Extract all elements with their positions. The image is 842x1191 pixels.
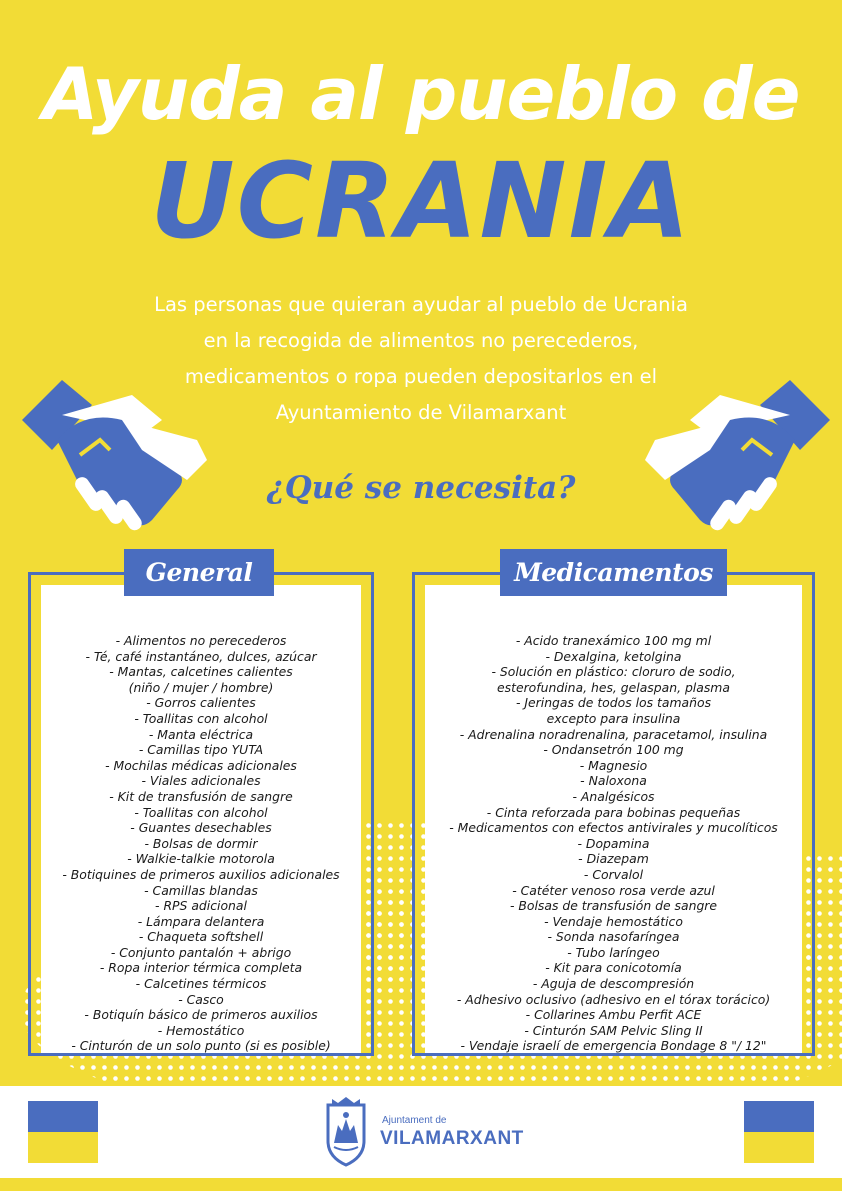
list-item: (niño / mujer / hombre) xyxy=(128,679,274,695)
list-item: - Té, café instantáneo, dulces, azúcar xyxy=(85,648,317,664)
list-item: - Chaqueta softshell xyxy=(138,929,264,945)
list-item: - Viales adicionales xyxy=(141,773,261,789)
flag-yellow-stripe xyxy=(744,1132,814,1163)
list-item: - Botiquines de primeros auxilios adicionales xyxy=(62,866,340,882)
general-header: General xyxy=(124,549,274,596)
list-item: - Calcetines térmicos xyxy=(135,976,267,992)
section-question: ¿Qué se necesita? xyxy=(266,470,576,506)
list-item: - Aguja de descompresión xyxy=(532,976,695,992)
list-item: - Magnesio xyxy=(579,757,648,773)
list-item: - Cinturón de un solo punto (si es posible) xyxy=(71,1038,331,1054)
flag-yellow-stripe xyxy=(28,1132,98,1163)
medicamentos-panel-body xyxy=(425,585,802,1053)
list-item: - Vendaje israelí de emergencia Bondage 8 "/ 12" xyxy=(460,1038,767,1054)
medicamentos-list xyxy=(425,633,802,1054)
list-item: - Collarines Ambu Perfit ACE xyxy=(525,1007,702,1023)
list-item: - Solución en plástico: cloruro de sodio, xyxy=(491,664,736,680)
list-item: - Casco xyxy=(178,991,224,1007)
list-item: - Adhesivo oclusivo (adhesivo en el tórax torácico) xyxy=(456,991,771,1007)
general-list xyxy=(41,633,361,1054)
list-item: - Gorros calientes xyxy=(146,695,256,711)
logo-name: VILAMARXANT xyxy=(380,1128,524,1149)
general-panel-body xyxy=(41,585,361,1053)
list-item: - Catéter venoso rosa verde azul xyxy=(512,882,715,898)
list-item: - Tubo laríngeo xyxy=(567,944,660,960)
list-item: - Toallitas con alcohol xyxy=(134,804,268,820)
handshake-icon xyxy=(22,380,212,540)
list-item: - Alimentos no perecederos xyxy=(115,633,287,648)
list-item: - Analgésicos xyxy=(572,788,655,804)
flag-blue-stripe xyxy=(28,1101,98,1132)
list-item: - Cinta reforzada para bobinas pequeñas xyxy=(486,804,741,820)
list-item: - Kit para conicotomía xyxy=(545,960,682,976)
intro-line: en la recogida de alimentos no perecederos, xyxy=(203,329,639,352)
list-item: esterofundina, hes, gelaspan, plasma xyxy=(497,679,730,695)
list-item: - Corvalol xyxy=(583,866,644,882)
list-item: excepto para insulina xyxy=(546,710,681,726)
flag-blue-stripe xyxy=(744,1101,814,1132)
ukraine-flag-left xyxy=(28,1101,98,1163)
list-item: - Vendaje hemostático xyxy=(544,913,683,929)
medicamentos-header: Medicamentos xyxy=(500,549,727,596)
list-item: - Lámpara delantera xyxy=(137,913,265,929)
list-item: - Guantes desechables xyxy=(130,820,272,836)
list-item: - Diazepam xyxy=(578,851,649,867)
general-panel xyxy=(28,572,374,1056)
list-item: - Jeringas de todos los tamaños xyxy=(515,695,712,711)
list-item: - Sonda nasofaríngea xyxy=(547,929,680,945)
intro-line: Las personas que quieran ayudar al pueblo de Ucrania xyxy=(154,293,688,316)
town-logo xyxy=(320,1095,530,1167)
list-item: - Camillas blandas xyxy=(144,882,258,898)
title-line-2: UCRANIA xyxy=(150,140,692,262)
handshake-icon xyxy=(640,380,830,540)
list-item: - Bolsas de dormir xyxy=(144,835,258,851)
title-line-1: Ayuda al pueblo de xyxy=(42,52,800,136)
list-item: - Toallitas con alcohol xyxy=(134,710,268,726)
town-crest-icon xyxy=(320,1095,372,1167)
list-item: - Botiquín básico de primeros auxilios xyxy=(84,1007,318,1023)
logo-caption: Ajuntament de xyxy=(382,1115,447,1126)
list-item: - Ropa interior térmica completa xyxy=(99,960,303,976)
list-item: - Acido tranexámico 100 mg ml xyxy=(515,633,712,648)
list-item: - RPS adicional xyxy=(155,898,247,914)
ukraine-flag-right xyxy=(744,1101,814,1163)
medicamentos-panel xyxy=(412,572,815,1056)
list-item: - Hemostático xyxy=(157,1022,245,1038)
intro-line: Ayuntamiento de Vilamarxant xyxy=(275,401,567,424)
list-item: - Naloxona xyxy=(580,773,647,789)
list-item: - Cinturón SAM Pelvic Sling II xyxy=(524,1022,703,1038)
list-item: - Kit de transfusión de sangre xyxy=(109,788,293,804)
list-item: - Walkie-talkie motorola xyxy=(127,851,275,867)
list-item: - Bolsas de transfusión de sangre xyxy=(509,898,718,914)
list-item: - Camillas tipo YUTA xyxy=(138,742,264,758)
list-item: - Mochilas médicas adicionales xyxy=(105,757,297,773)
intro-line: medicamentos o ropa pueden depositarlos en el xyxy=(184,365,658,388)
list-item: - Medicamentos con efectos antivirales y mucolíticos xyxy=(449,820,778,836)
list-item: - Dopamina xyxy=(577,835,650,851)
list-item: - Adrenalina noradrenalina, paracetamol, insulina xyxy=(459,726,768,742)
list-item: - Mantas, calcetines calientes xyxy=(109,664,293,680)
list-item: - Manta eléctrica xyxy=(148,726,254,742)
list-item: - Ondansetrón 100 mg xyxy=(543,742,684,758)
list-item: - Dexalgina, ketolgina xyxy=(545,648,682,664)
list-item: - Conjunto pantalón + abrigo xyxy=(110,944,292,960)
